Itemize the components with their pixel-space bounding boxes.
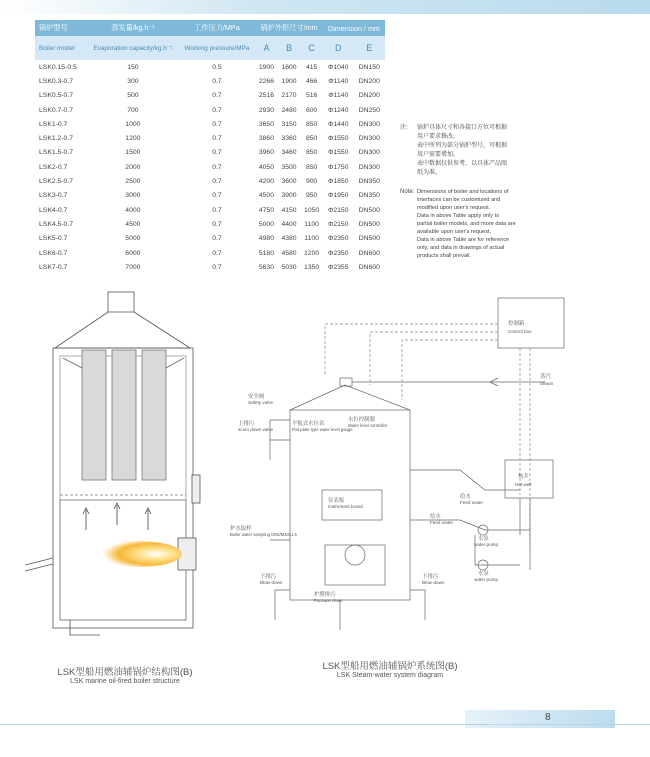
instrument-board-label-zh: 仪表板 bbox=[328, 498, 345, 504]
feed-water-1-zh: 给水 bbox=[460, 494, 471, 500]
table-row bbox=[35, 60, 385, 74]
cell-b: 3150 bbox=[281, 120, 297, 128]
blow-down-2-zh: 下排污 bbox=[422, 574, 439, 580]
cell-c: 516 bbox=[305, 92, 318, 100]
wlc-label-zh: 水位控制器 bbox=[348, 417, 375, 423]
cell-b: 1600 bbox=[281, 63, 297, 71]
cell-d: Φ1950 bbox=[327, 192, 349, 200]
steam-label-zh: 蒸汽 bbox=[540, 374, 551, 380]
cell-a: 1900 bbox=[258, 63, 274, 71]
cell-model: LSK2.5-0.7 bbox=[39, 178, 74, 186]
steam-water-system-diagram bbox=[230, 290, 600, 660]
instrument-board-label-en: Instrument board bbox=[328, 504, 363, 509]
wlc-label-en: Water level controller bbox=[348, 423, 388, 428]
furnace-drain-en: Furnace drain bbox=[314, 598, 343, 603]
cell-evap: 2000 bbox=[125, 163, 141, 171]
cell-b: 1900 bbox=[281, 77, 297, 85]
steam-label-en: Steam bbox=[540, 381, 554, 386]
cell-pressure: 0.7 bbox=[212, 77, 222, 85]
cell-evap: 5000 bbox=[125, 235, 141, 243]
table-row bbox=[35, 260, 385, 274]
boiler-spec-table bbox=[35, 20, 385, 274]
cell-pressure: 0.5 bbox=[212, 63, 222, 71]
cell-evap: 4000 bbox=[125, 206, 141, 214]
cell-a: 5180 bbox=[258, 249, 274, 257]
notes-block bbox=[400, 124, 540, 260]
cell-pressure: 0.7 bbox=[212, 120, 222, 128]
system-caption-en: LSK Steam-water system diagram bbox=[336, 672, 444, 679]
top-decor-band bbox=[0, 0, 650, 14]
cell-e: DN500 bbox=[358, 235, 380, 243]
cell-model: LSK0.5-0.7 bbox=[39, 92, 74, 100]
structure-caption-zh: LSK型船用燃油辅锅炉结构图(B) bbox=[57, 667, 193, 678]
hot-well-label-en: Hot well bbox=[515, 482, 532, 487]
cell-pressure: 0.7 bbox=[212, 235, 222, 243]
scum-valve-label-zh: 上排污 bbox=[238, 421, 255, 427]
cell-e: DN500 bbox=[358, 206, 380, 214]
header-pressure-en: Working pressure/MPa bbox=[179, 36, 255, 60]
cell-pressure: 0.7 bbox=[212, 263, 222, 271]
cell-model: LSK0.15-0.5 bbox=[39, 63, 77, 71]
control-box-label-zh: 控制箱 bbox=[508, 321, 525, 327]
cell-a: 3860 bbox=[258, 135, 274, 143]
cell-pressure: 0.7 bbox=[212, 206, 222, 214]
cell-d: Φ1750 bbox=[327, 163, 349, 171]
cell-model: LSK5-0.7 bbox=[39, 235, 68, 243]
boiler-structure-diagram bbox=[20, 290, 220, 650]
notes-en-text: Dimensions of boiler and locations of interfaces can be customized and modified upon user's request. Data in above Table apply only to partial boiler models, and more data are available upon user's request. Data in above Table are for reference only, and data in drawings of actual products shall prevail. bbox=[417, 189, 516, 259]
cell-evap: 500 bbox=[127, 92, 139, 100]
control-box-label-en: Control box bbox=[508, 329, 532, 334]
cell-a: 4050 bbox=[258, 163, 274, 171]
cell-d: Φ1240 bbox=[327, 106, 349, 114]
header-e: E bbox=[354, 36, 385, 60]
cell-c: 415 bbox=[305, 63, 318, 71]
header-model-zh: 锅炉型号 bbox=[35, 20, 87, 36]
blow-down-1-en: Blow-down bbox=[260, 580, 283, 585]
cell-d: Φ1140 bbox=[328, 77, 349, 85]
cell-b: 4580 bbox=[281, 249, 297, 257]
table-row bbox=[35, 160, 385, 174]
table-row bbox=[35, 232, 385, 246]
cell-a: 3960 bbox=[258, 149, 274, 157]
cell-b: 4150 bbox=[281, 206, 297, 214]
cell-model: LSK0.7-0.7 bbox=[39, 106, 74, 114]
cell-c: 600 bbox=[305, 106, 318, 114]
header-evap-zh: 蒸发量/kg.h⁻¹ bbox=[87, 20, 179, 36]
cell-a: 4980 bbox=[258, 235, 274, 243]
structure-caption-en: LSK marine oil-fired boiler structure bbox=[70, 678, 180, 685]
notes-zh-text: 锅炉具体尺寸和各接口方位可根据 用户要求修改。 表中所列为部分锅炉型号，可根据 用户需要增加。 表中数据仅供参考，以具体产品图 纸为准。 bbox=[417, 125, 508, 176]
table-row bbox=[35, 203, 385, 217]
hot-well-label-zh: 热井 bbox=[518, 474, 529, 480]
top-cone bbox=[55, 312, 190, 348]
flat-gauge-label-en: Flat-plate type water level gauge bbox=[292, 427, 353, 432]
cell-c: 466 bbox=[305, 77, 318, 85]
table-header-zh bbox=[35, 20, 385, 36]
cell-c: 850 bbox=[305, 163, 318, 171]
cell-c: 850 bbox=[305, 120, 318, 128]
table-row bbox=[35, 189, 385, 203]
table-row bbox=[35, 117, 385, 131]
cell-b: 4380 bbox=[281, 235, 297, 243]
cell-evap: 7000 bbox=[125, 263, 141, 271]
cell-c: 1200 bbox=[304, 249, 320, 257]
cell-model: LSK1.2-0.7 bbox=[39, 135, 74, 143]
page-number-tab bbox=[465, 710, 615, 728]
cell-model: LSK4-0.7 bbox=[39, 206, 68, 214]
header-c: C bbox=[300, 36, 323, 60]
sampling-label-en: Boiler water sampling DN6/M20x1.5 bbox=[230, 532, 297, 537]
cell-d: Φ1440 bbox=[327, 120, 349, 128]
scum-valve-label-en: scum down valve bbox=[238, 427, 274, 432]
cell-b: 3360 bbox=[281, 135, 297, 143]
table-row bbox=[35, 131, 385, 145]
cell-b: 4400 bbox=[281, 220, 297, 228]
cell-a: 4200 bbox=[258, 178, 274, 186]
cell-a: 4500 bbox=[258, 192, 274, 200]
cell-evap: 3000 bbox=[125, 192, 141, 200]
cell-d: Φ2350 bbox=[327, 235, 349, 243]
cell-e: DN350 bbox=[358, 192, 380, 200]
header-a: A bbox=[255, 36, 278, 60]
cell-c: 900 bbox=[305, 178, 318, 186]
cell-evap: 4500 bbox=[125, 220, 141, 228]
cell-b: 3600 bbox=[281, 178, 297, 186]
cell-a: 2516 bbox=[258, 92, 274, 100]
cell-c: 850 bbox=[305, 135, 318, 143]
table-row bbox=[35, 246, 385, 260]
safety-valve-label-zh: 安全阀 bbox=[248, 394, 265, 400]
cell-b: 2480 bbox=[281, 106, 297, 114]
cell-b: 3500 bbox=[281, 163, 297, 171]
cell-e: DN350 bbox=[358, 178, 380, 186]
cell-pressure: 0.7 bbox=[212, 178, 222, 186]
cell-a: 4750 bbox=[258, 206, 274, 214]
cell-e: DN250 bbox=[358, 106, 380, 114]
system-caption-zh: LSK型船用燃油辅锅炉系统图(B) bbox=[322, 661, 458, 672]
cell-d: Φ2355 bbox=[327, 263, 349, 271]
cell-e: DN300 bbox=[358, 163, 380, 171]
cell-pressure: 0.7 bbox=[212, 249, 222, 257]
cell-e: DN300 bbox=[358, 120, 380, 128]
cell-b: 3900 bbox=[281, 192, 297, 200]
feed-water-2-zh: 给水 bbox=[430, 514, 441, 520]
cell-a: 2930 bbox=[258, 106, 274, 114]
cell-pressure: 0.7 bbox=[212, 220, 222, 228]
feed-water-2-en: Feed water bbox=[430, 520, 453, 525]
pump-1-label-zh: 水泵 bbox=[478, 536, 489, 542]
cell-evap: 300 bbox=[127, 77, 139, 85]
cell-d: Φ1040 bbox=[327, 63, 349, 71]
table-row bbox=[35, 74, 385, 88]
table-row bbox=[35, 103, 385, 117]
cell-pressure: 0.7 bbox=[212, 163, 222, 171]
table-row bbox=[35, 146, 385, 160]
table-row bbox=[35, 174, 385, 188]
cell-d: Φ1850 bbox=[327, 178, 349, 186]
safety-valve-label-en: Safety valve bbox=[248, 400, 274, 405]
cell-model: LSK1.5-0.7 bbox=[39, 149, 74, 157]
page-number: 8 bbox=[545, 712, 551, 723]
header-dimension-en: Dimension / mm bbox=[323, 20, 385, 36]
structure-caption bbox=[40, 664, 210, 685]
cell-evap: 700 bbox=[127, 106, 139, 114]
cell-d: Φ1140 bbox=[328, 92, 349, 100]
cell-model: LSK0.3-0.7 bbox=[39, 77, 74, 85]
feed-water-1-en: Feed water bbox=[460, 500, 483, 505]
cell-d: Φ2150 bbox=[327, 206, 349, 214]
header-evap-en: Evaporation capacity/kg.h⁻¹ bbox=[87, 36, 179, 60]
cell-d: Φ1550 bbox=[327, 149, 349, 157]
footer-line bbox=[0, 724, 650, 725]
sampling-label-zh: 炉水取样 bbox=[230, 526, 252, 532]
cell-e: DN150 bbox=[358, 63, 380, 71]
cell-d: Φ1550 bbox=[327, 135, 349, 143]
cell-e: DN200 bbox=[358, 92, 380, 100]
cell-evap: 150 bbox=[127, 63, 139, 71]
cell-model: LSK6-0.7 bbox=[39, 249, 68, 257]
cell-e: DN300 bbox=[358, 149, 380, 157]
cell-model: LSK2-0.7 bbox=[39, 163, 68, 171]
chimney bbox=[108, 292, 134, 312]
blow-down-2-en: Blow-down bbox=[422, 580, 445, 585]
cell-c: 1050 bbox=[304, 206, 320, 214]
cell-d: Φ2350 bbox=[327, 249, 349, 257]
cell-pressure: 0.7 bbox=[212, 106, 222, 114]
table-row bbox=[35, 217, 385, 231]
notes-zh-key: 注: bbox=[400, 125, 408, 131]
cell-model: LSK1-0.7 bbox=[39, 120, 68, 128]
cell-a: 5000 bbox=[258, 220, 274, 228]
header-dimension-zh: 锅炉外形尺寸/mm bbox=[255, 20, 323, 36]
header-b: B bbox=[278, 36, 301, 60]
cell-pressure: 0.7 bbox=[212, 135, 222, 143]
cell-c: 850 bbox=[305, 149, 318, 157]
cell-model: LSK3-0.7 bbox=[39, 192, 68, 200]
cell-pressure: 0.7 bbox=[212, 149, 222, 157]
cell-pressure: 0.7 bbox=[212, 92, 222, 100]
cell-evap: 1200 bbox=[125, 135, 141, 143]
notes-en-key: Note: bbox=[400, 189, 415, 195]
cell-model: LSK7-0.7 bbox=[39, 263, 68, 271]
cell-e: DN300 bbox=[358, 135, 380, 143]
system-caption bbox=[300, 658, 480, 679]
table-header-en bbox=[35, 36, 385, 60]
cell-e: DN600 bbox=[358, 249, 380, 257]
cell-d: Φ2150 bbox=[327, 220, 349, 228]
burner-flame bbox=[94, 541, 182, 567]
cell-c: 1100 bbox=[304, 220, 319, 228]
cell-b: 3460 bbox=[281, 149, 297, 157]
cell-b: 2170 bbox=[281, 92, 297, 100]
cell-e: DN500 bbox=[358, 220, 380, 228]
table-row bbox=[35, 89, 385, 103]
cell-e: DN200 bbox=[358, 77, 380, 85]
cell-model: LSK4.5-0.7 bbox=[39, 220, 74, 228]
header-pressure-zh: 工作压力/MPa bbox=[179, 20, 255, 36]
furnace-drain-zh: 炉膛排污 bbox=[314, 592, 336, 598]
cell-e: DN600 bbox=[358, 263, 380, 271]
hot-well bbox=[505, 460, 553, 498]
header-d: D bbox=[323, 36, 354, 60]
cell-c: 1100 bbox=[304, 235, 319, 243]
cell-evap: 2500 bbox=[125, 178, 141, 186]
fire-tubes bbox=[82, 350, 166, 480]
cell-evap: 1000 bbox=[125, 120, 141, 128]
pump-2-label-en: water pump bbox=[474, 577, 499, 582]
cell-a: 3650 bbox=[258, 120, 274, 128]
cell-evap: 6000 bbox=[125, 249, 141, 257]
header-model-en: Boiler model bbox=[35, 36, 87, 60]
cell-c: 950 bbox=[305, 192, 318, 200]
cell-pressure: 0.7 bbox=[212, 192, 222, 200]
pump-2-label-zh: 水泵 bbox=[478, 571, 489, 577]
cell-c: 1350 bbox=[304, 263, 320, 271]
cell-a: 2266 bbox=[258, 77, 274, 85]
cell-b: 5030 bbox=[281, 263, 297, 271]
pump-1-label-en: water pump bbox=[474, 542, 499, 547]
flat-gauge-label-zh: 平板式水位表 bbox=[292, 421, 325, 427]
cell-a: 5630 bbox=[258, 263, 274, 271]
blow-down-1-zh: 下排污 bbox=[260, 574, 277, 580]
cell-evap: 1500 bbox=[125, 149, 141, 157]
